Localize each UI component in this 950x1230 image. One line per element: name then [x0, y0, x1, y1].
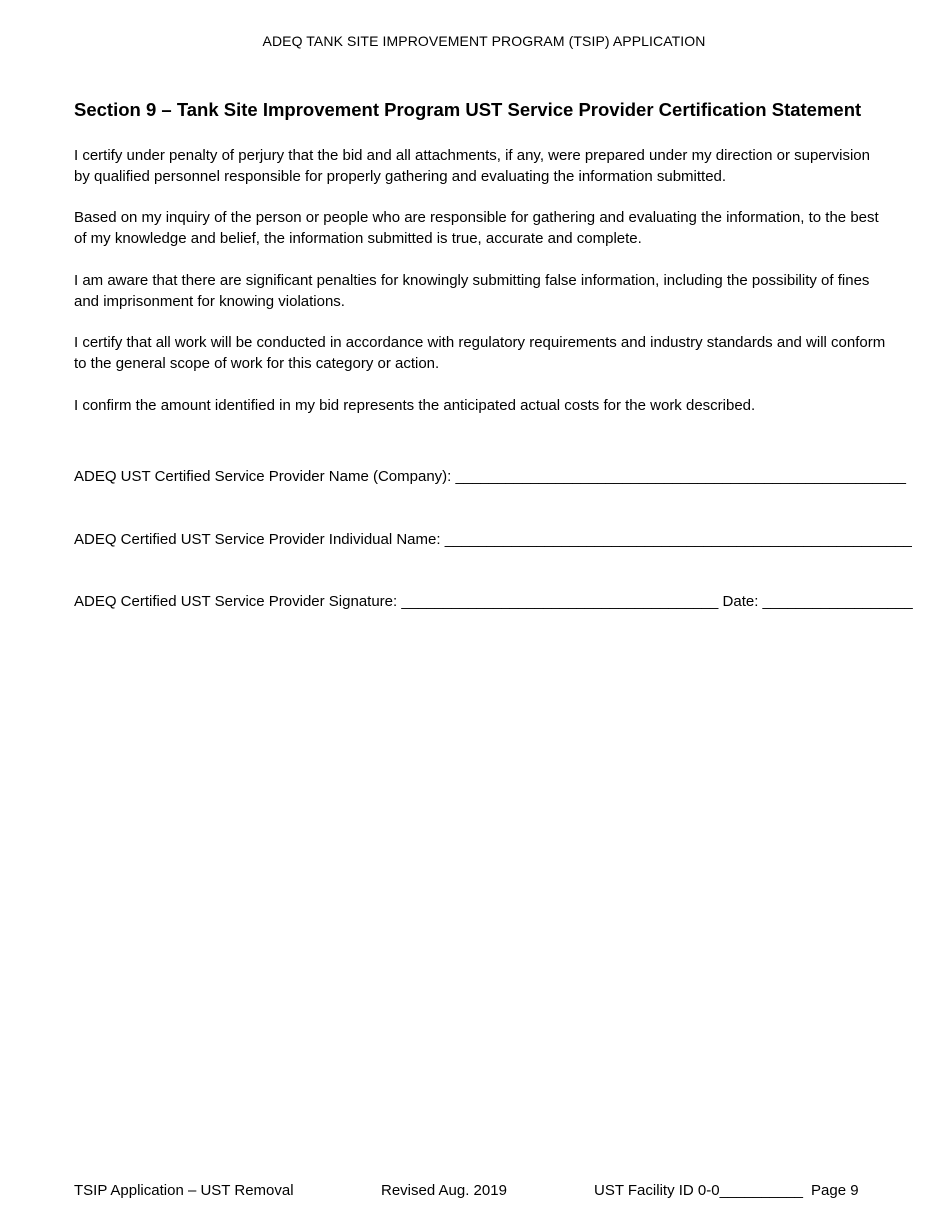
- running-header: ADEQ TANK SITE IMPROVEMENT PROGRAM (TSIP) APPLICATION: [262, 33, 706, 49]
- certification-paragraph-5: I confirm the amount identified in my bid represents the anticipated actual costs for the work described.: [74, 397, 756, 414]
- footer-document-name: TSIP Application – UST Removal: [74, 1182, 294, 1199]
- certification-paragraph-1: I certify under penalty of perjury that the bid and all attachments, if any, were prepared under my direction or supervision by qualified personnel responsible for properly gathering and evaluating the information submitted.: [74, 147, 870, 185]
- certification-paragraph-2: Based on my inquiry of the person or people who are responsible for gathering and evaluating the information, to the best of my knowledge and belief, the information submitted is true, accurate and complete.: [74, 209, 879, 247]
- footer-page-number: Page 9: [811, 1182, 859, 1199]
- company-name-field[interactable]: ADEQ UST Certified Service Provider Name (Company): ______________________________________________________: [74, 468, 906, 485]
- certification-paragraph-4: I certify that all work will be conducted in accordance with regulatory requirements and industry standards and will conform to the general scope of work for this category or action.: [74, 334, 886, 372]
- individual-name-field[interactable]: ADEQ Certified UST Service Provider Individual Name: ________________________________________________________: [74, 531, 912, 548]
- signature-date-field[interactable]: ADEQ Certified UST Service Provider Signature: ______________________________________ Date: __________________: [74, 593, 913, 610]
- section-title: Section 9 – Tank Site Improvement Program UST Service Provider Certification Statement: [74, 99, 862, 120]
- footer-revision: Revised Aug. 2019: [381, 1182, 507, 1199]
- footer-facility-id: UST Facility ID 0-0__________: [594, 1182, 804, 1199]
- certification-paragraph-3: I am aware that there are significant penalties for knowingly submitting false information, including the possibility of fines and imprisonment for knowing violations.: [74, 272, 870, 310]
